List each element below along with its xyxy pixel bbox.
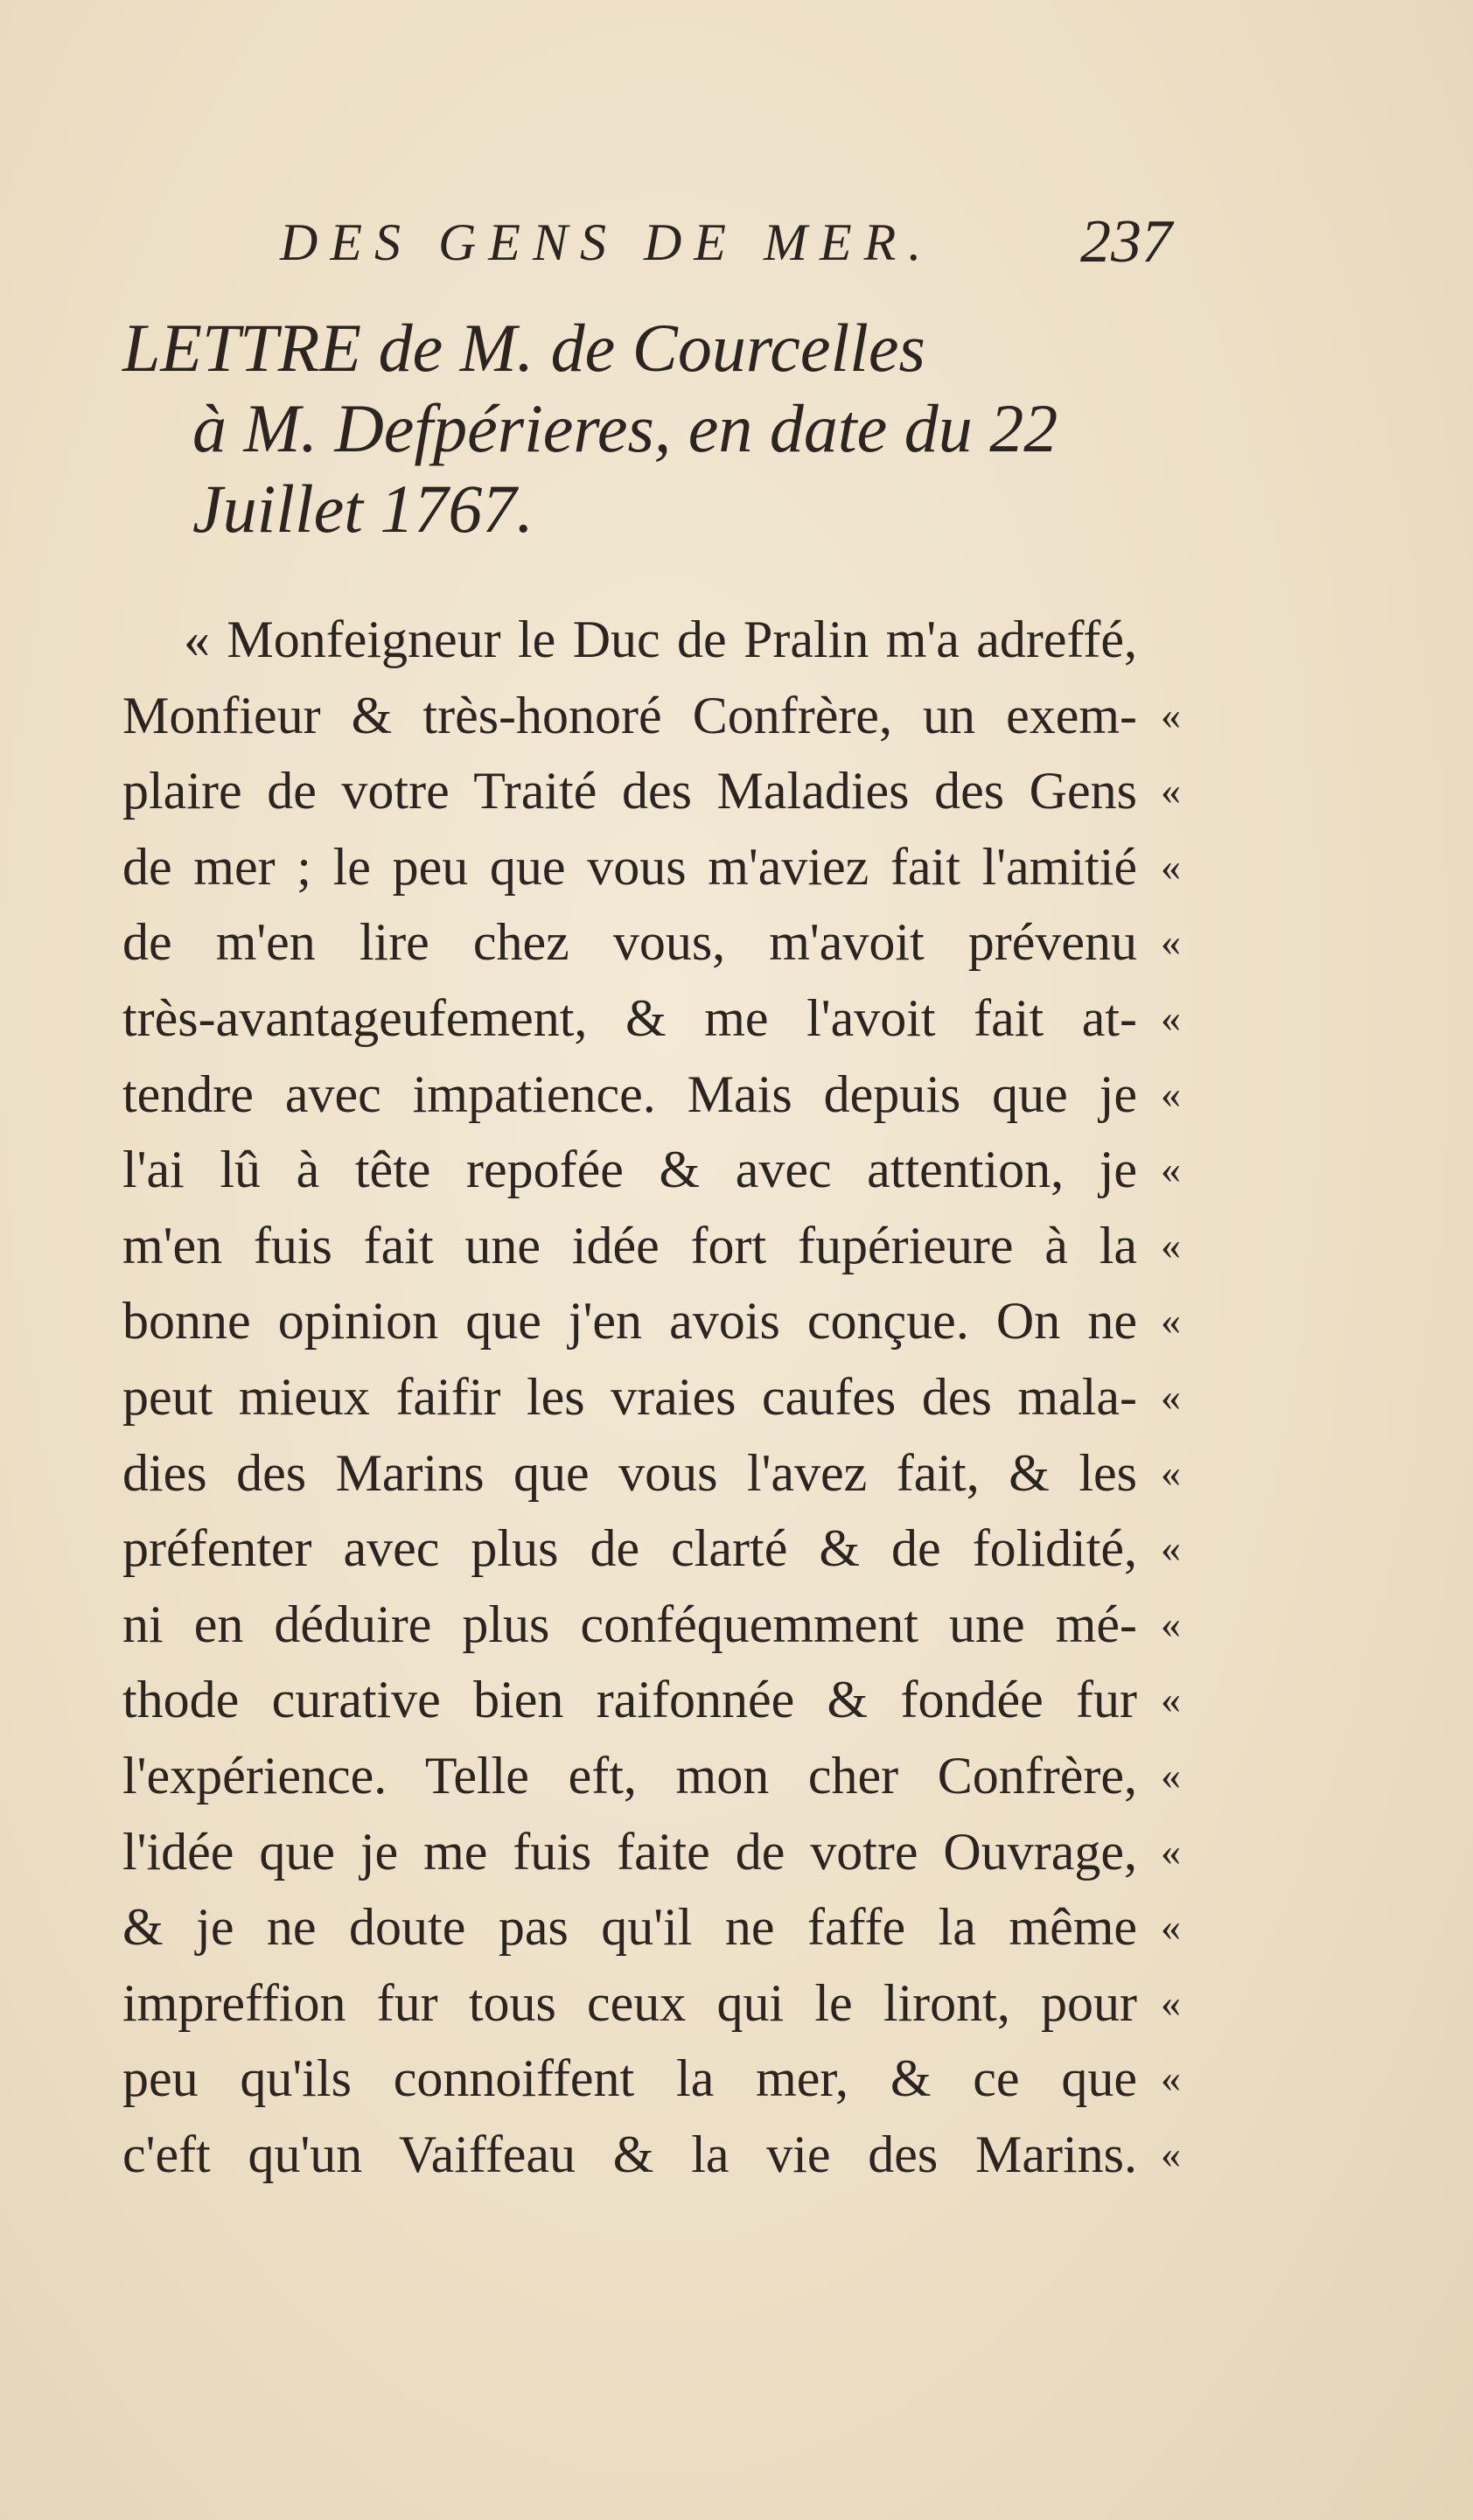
margin-guillemet: «: [1161, 1525, 1181, 1571]
line-text: ni en déduire plus conféquemment une mé-: [122, 1595, 1137, 1653]
text-line: [122, 1057, 1181, 1133]
margin-guillemet: «: [1161, 1979, 1181, 2025]
margin-guillemet: «: [1161, 1222, 1181, 1267]
margin-guillemet: «: [1161, 1828, 1181, 1874]
text-line: [122, 1662, 1181, 1738]
margin-guillemet: «: [1161, 2056, 1181, 2101]
line-text: impreffion fur tous ceux qui le liront, pour: [122, 1973, 1137, 2032]
heading-line-1: LETTRE de M. de Courcelles: [122, 310, 925, 386]
margin-guillemet: «: [1161, 1071, 1181, 1116]
text-line: [122, 678, 1181, 754]
line-text: dies des Marins que vous l'avez fait, & les: [122, 1443, 1137, 1502]
text-line: [122, 2041, 1181, 2117]
margin-guillemet: «: [1161, 1677, 1181, 1722]
text-line: [122, 1814, 1181, 1890]
margin-guillemet: «: [1161, 1373, 1181, 1419]
line-text: & je ne doute pas qu'il ne faffe la même: [122, 1898, 1137, 1957]
text-line: [122, 981, 1181, 1057]
text-line: [122, 602, 1181, 678]
line-text: très-avantageufement, & me l'avoit fait at-: [122, 988, 1137, 1047]
heading-line-2: à M. Defpérieres, en date du 22: [192, 390, 1058, 466]
line-text: m'en fuis fait une idée fort fupérieure à la: [122, 1216, 1137, 1274]
text-line: [122, 1587, 1181, 1663]
margin-guillemet: «: [1161, 995, 1181, 1040]
letter-body: [122, 602, 1181, 2192]
line-text: thode curative bien raifonnée & fondée fur: [122, 1671, 1137, 1729]
margin-guillemet: «: [1161, 768, 1181, 813]
line-text: plaire de votre Traité des Maladies des Gens: [122, 762, 1137, 820]
running-title: DES GENS DE MER.: [280, 213, 934, 271]
line-text: tendre avec impatience. Mais depuis que je: [122, 1065, 1137, 1123]
line-text: c'eft qu'un Vaiffeau & la vie des Marins.: [122, 2125, 1137, 2183]
line-text: Monfieur & très-honoré Confrère, un exem-: [122, 686, 1137, 744]
running-head: [280, 203, 1172, 282]
text-line: [122, 1283, 1181, 1359]
text-line: [122, 1889, 1181, 1965]
line-text: l'idée que je me fuis faite de votre Ouvrage,: [122, 1822, 1137, 1881]
margin-guillemet: «: [1161, 1147, 1181, 1192]
line-text: peu qu'ils connoiffent la mer, & ce que: [122, 2049, 1137, 2108]
text-line: [122, 1132, 1181, 1208]
text-line: [122, 1435, 1181, 1511]
margin-guillemet: «: [1161, 1449, 1181, 1495]
text-line: [122, 904, 1181, 981]
margin-guillemet: «: [1161, 1601, 1181, 1646]
text-line: [122, 1511, 1181, 1587]
letter-heading: [122, 308, 1172, 549]
line-text: l'ai lû à tête repofée & avec attention, je: [122, 1141, 1137, 1199]
text-line: [122, 1965, 1181, 2042]
line-text: « Monfeigneur le Duc de Pralin m'a adreffé,: [184, 611, 1137, 668]
text-line: [122, 1738, 1181, 1814]
line-text: bonne opinion que j'en avois conçue. On ne: [122, 1292, 1137, 1351]
text-line: [122, 1208, 1181, 1284]
line-text: préfenter avec plus de clarté & de folidité,: [122, 1519, 1137, 1578]
margin-guillemet: «: [1161, 1752, 1181, 1798]
page-number: 237: [1080, 208, 1172, 276]
text-line: [122, 753, 1181, 829]
heading-line-3: Juillet 1767.: [192, 471, 534, 547]
margin-guillemet: «: [1161, 2131, 1181, 2176]
margin-guillemet: «: [1161, 843, 1181, 889]
text-line: [122, 829, 1181, 905]
margin-guillemet: «: [1161, 1298, 1181, 1344]
margin-guillemet: «: [1161, 919, 1181, 965]
margin-guillemet: «: [1161, 1904, 1181, 1950]
line-text: l'expérience. Telle eft, mon cher Confrère,: [122, 1746, 1137, 1804]
line-text: de m'en lire chez vous, m'avoit prévenu: [122, 913, 1137, 972]
margin-guillemet: «: [1161, 692, 1181, 737]
line-text: de mer ; le peu que vous m'aviez fait l'amitié: [122, 837, 1137, 896]
line-text: peut mieux faifir les vraies caufes des mala-: [122, 1367, 1137, 1426]
text-line: [122, 2117, 1181, 2193]
text-line: [122, 1359, 1181, 1435]
